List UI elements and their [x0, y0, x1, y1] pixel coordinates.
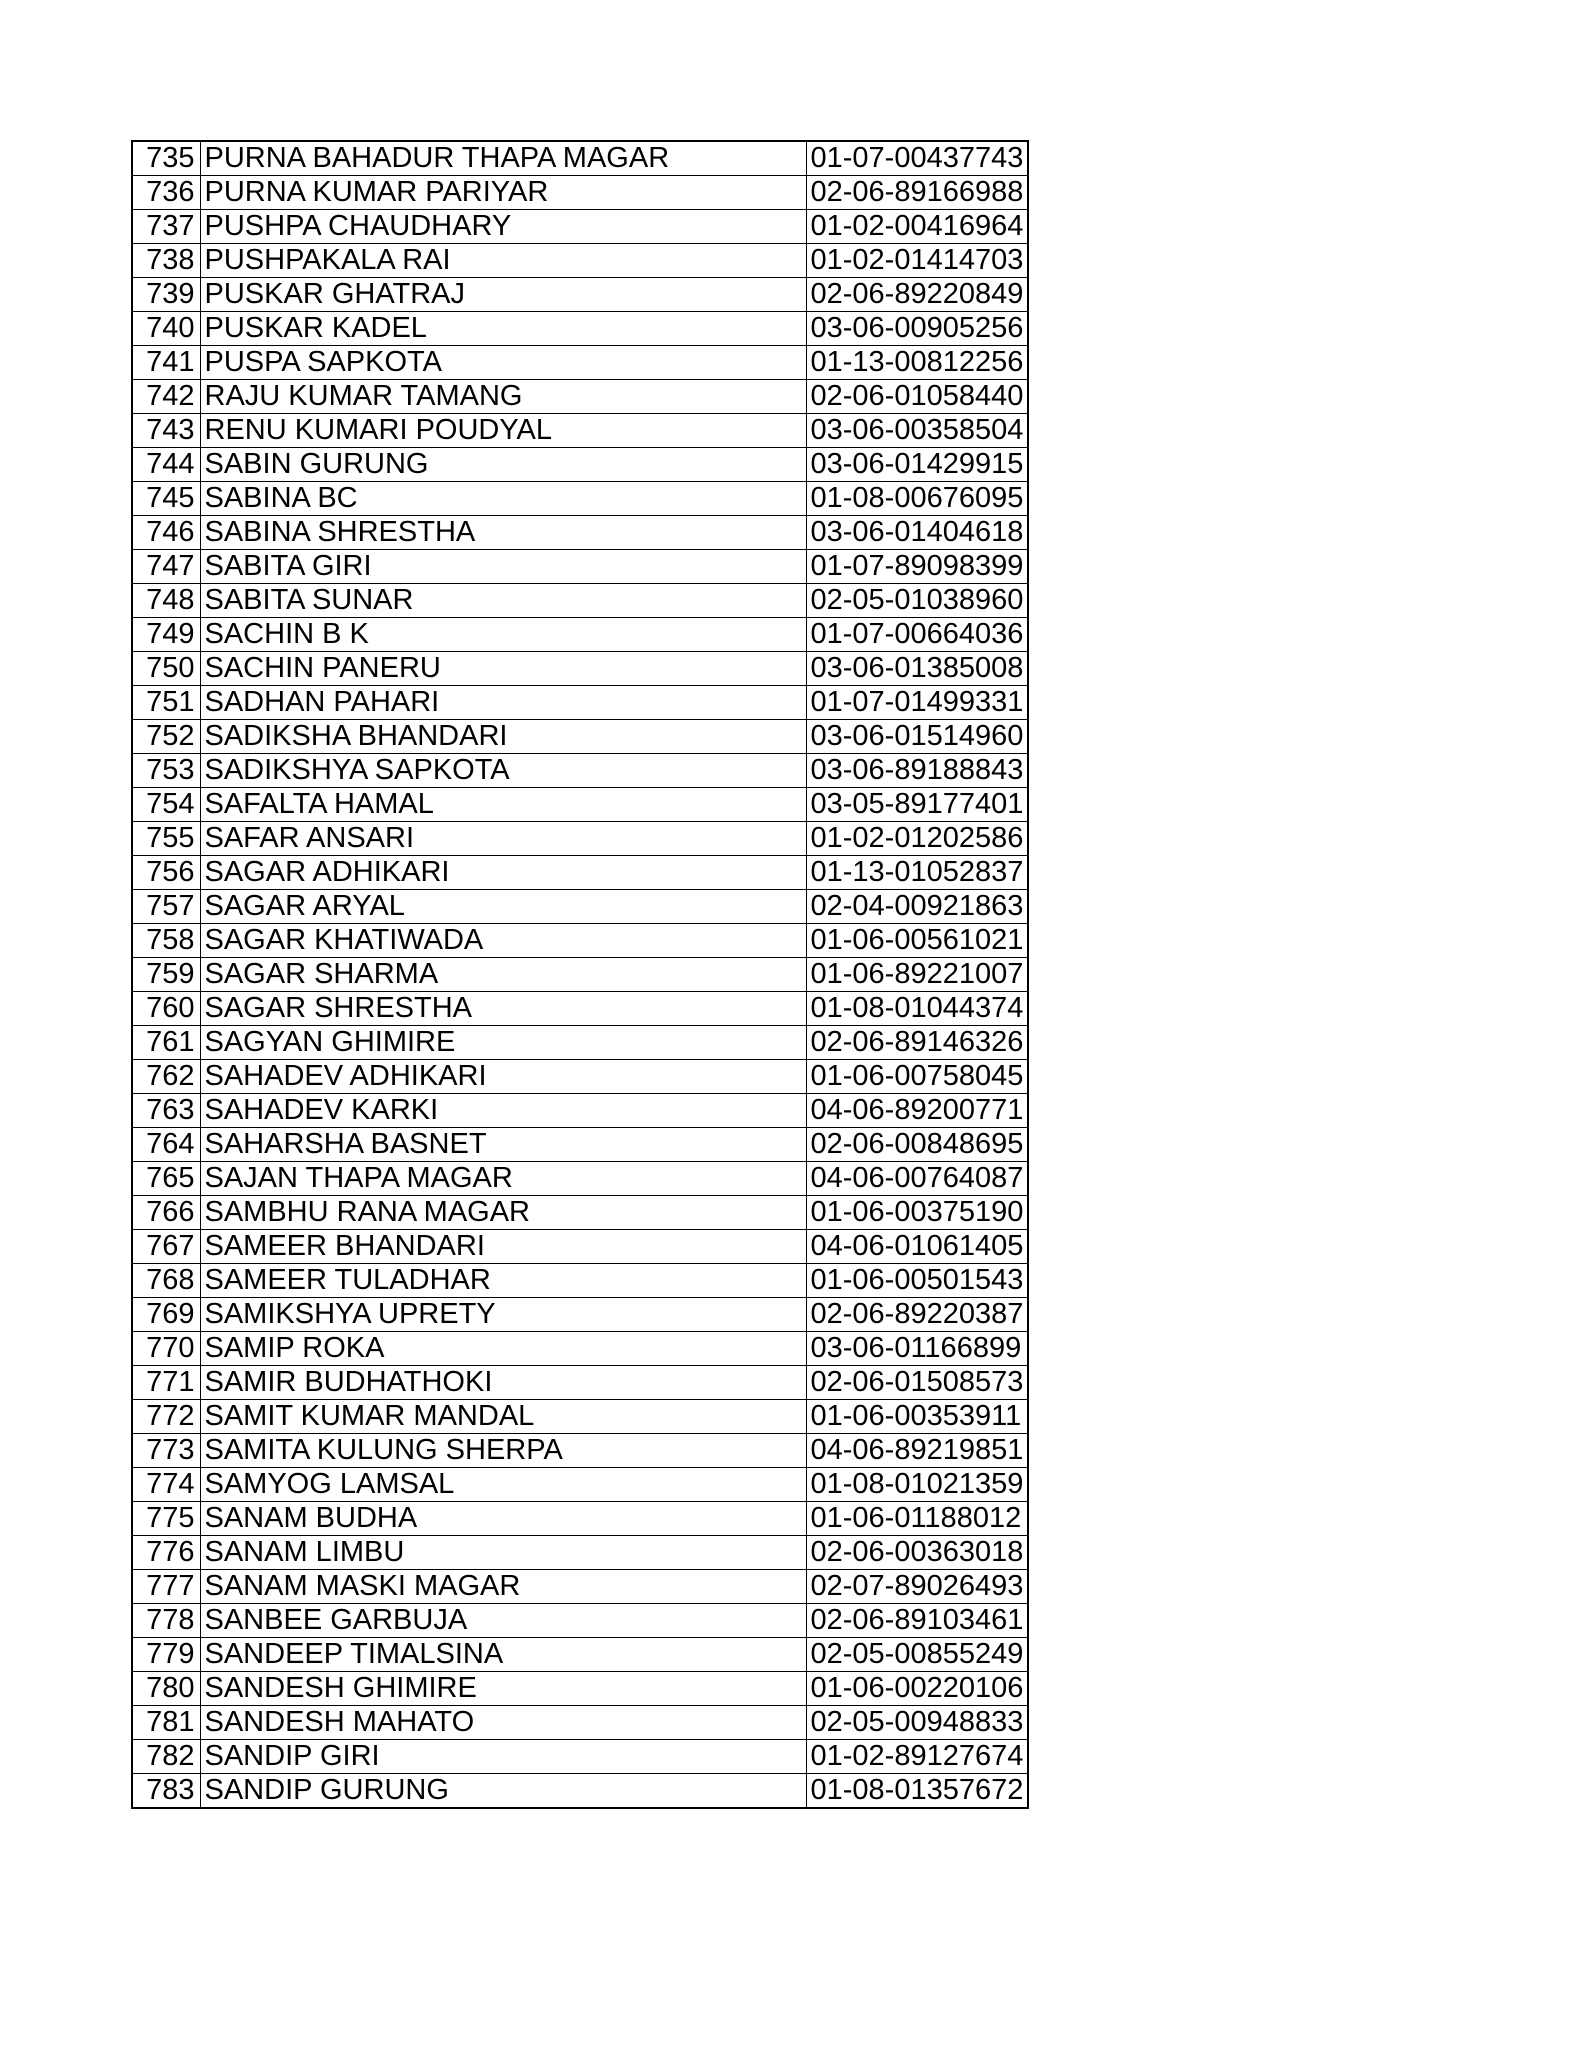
- serial-number-cell: 775: [132, 1502, 200, 1536]
- registration-number-cell: 01-06-00220106: [806, 1672, 1028, 1706]
- name-cell: PUSPA SAPKOTA: [200, 346, 806, 380]
- registration-number-cell: 01-02-89127674: [806, 1740, 1028, 1774]
- name-cell: SAGAR ADHIKARI: [200, 856, 806, 890]
- registration-number-cell: 02-06-00848695: [806, 1128, 1028, 1162]
- serial-number-cell: 765: [132, 1162, 200, 1196]
- table-row: [132, 1468, 1028, 1502]
- serial-number-cell: 740: [132, 312, 200, 346]
- table-row: [132, 584, 1028, 618]
- serial-number-cell: 751: [132, 686, 200, 720]
- serial-number-cell: 773: [132, 1434, 200, 1468]
- name-cell: SAJAN THAPA MAGAR: [200, 1162, 806, 1196]
- table-row: [132, 992, 1028, 1026]
- serial-number-cell: 770: [132, 1332, 200, 1366]
- registration-number-cell: 01-06-89221007: [806, 958, 1028, 992]
- registration-number-cell: 03-06-01385008: [806, 652, 1028, 686]
- table-row: [132, 1400, 1028, 1434]
- name-cell: SANAM LIMBU: [200, 1536, 806, 1570]
- serial-number-cell: 748: [132, 584, 200, 618]
- registration-number-cell: 02-06-01508573: [806, 1366, 1028, 1400]
- table-row: [132, 346, 1028, 380]
- registration-number-cell: 01-06-01188012: [806, 1502, 1028, 1536]
- registration-number-cell: 02-07-89026493: [806, 1570, 1028, 1604]
- registration-number-cell: 02-06-89166988: [806, 176, 1028, 210]
- registration-number-cell: 03-06-01166899: [806, 1332, 1028, 1366]
- serial-number-cell: 757: [132, 890, 200, 924]
- table-row: [132, 141, 1028, 176]
- name-cell: SANBEE GARBUJA: [200, 1604, 806, 1638]
- table-row: [132, 1060, 1028, 1094]
- registration-number-cell: 02-06-00363018: [806, 1536, 1028, 1570]
- name-cell: PUSKAR KADEL: [200, 312, 806, 346]
- name-cell: RAJU KUMAR TAMANG: [200, 380, 806, 414]
- name-cell: SAMIKSHYA UPRETY: [200, 1298, 806, 1332]
- table-row: [132, 856, 1028, 890]
- table-row: [132, 1570, 1028, 1604]
- serial-number-cell: 769: [132, 1298, 200, 1332]
- table-row: [132, 176, 1028, 210]
- name-cell: SAHADEV KARKI: [200, 1094, 806, 1128]
- table-row: [132, 1298, 1028, 1332]
- table-row: [132, 550, 1028, 584]
- table-row: [132, 244, 1028, 278]
- table-row: [132, 754, 1028, 788]
- table-row: [132, 1026, 1028, 1060]
- table-row: [132, 380, 1028, 414]
- serial-number-cell: 742: [132, 380, 200, 414]
- name-cell: SAGAR SHARMA: [200, 958, 806, 992]
- name-cell: SANDESH GHIMIRE: [200, 1672, 806, 1706]
- name-cell: SAGYAN GHIMIRE: [200, 1026, 806, 1060]
- name-cell: SAFALTA HAMAL: [200, 788, 806, 822]
- registration-number-cell: 01-08-01021359: [806, 1468, 1028, 1502]
- serial-number-cell: 753: [132, 754, 200, 788]
- table-row: [132, 1264, 1028, 1298]
- name-cell: SACHIN B K: [200, 618, 806, 652]
- name-cell: SAMYOG LAMSAL: [200, 1468, 806, 1502]
- registration-number-cell: 03-06-00358504: [806, 414, 1028, 448]
- name-cell: SANDIP GIRI: [200, 1740, 806, 1774]
- serial-number-cell: 778: [132, 1604, 200, 1638]
- registration-number-cell: 04-06-00764087: [806, 1162, 1028, 1196]
- name-cell: RENU KUMARI POUDYAL: [200, 414, 806, 448]
- name-cell: SABINA SHRESTHA: [200, 516, 806, 550]
- registration-number-cell: 01-06-00353911: [806, 1400, 1028, 1434]
- serial-number-cell: 772: [132, 1400, 200, 1434]
- table-row: [132, 890, 1028, 924]
- table-row: [132, 448, 1028, 482]
- registration-number-cell: 01-13-01052837: [806, 856, 1028, 890]
- serial-number-cell: 767: [132, 1230, 200, 1264]
- table-row: [132, 924, 1028, 958]
- table-row: [132, 1740, 1028, 1774]
- table-body: [132, 141, 1028, 1808]
- name-cell: SAHADEV ADHIKARI: [200, 1060, 806, 1094]
- name-cell: SABITA GIRI: [200, 550, 806, 584]
- registration-number-cell: 01-07-01499331: [806, 686, 1028, 720]
- table-row: [132, 618, 1028, 652]
- serial-number-cell: 762: [132, 1060, 200, 1094]
- name-cell: SAMITA KULUNG SHERPA: [200, 1434, 806, 1468]
- name-cell: SABIN GURUNG: [200, 448, 806, 482]
- name-cell: SAMBHU RANA MAGAR: [200, 1196, 806, 1230]
- name-cell: SAMIT KUMAR MANDAL: [200, 1400, 806, 1434]
- table-row: [132, 1128, 1028, 1162]
- table-row: [132, 1536, 1028, 1570]
- serial-number-cell: 739: [132, 278, 200, 312]
- registration-number-cell: 04-06-01061405: [806, 1230, 1028, 1264]
- serial-number-cell: 761: [132, 1026, 200, 1060]
- serial-number-cell: 750: [132, 652, 200, 686]
- serial-number-cell: 743: [132, 414, 200, 448]
- serial-number-cell: 741: [132, 346, 200, 380]
- serial-number-cell: 759: [132, 958, 200, 992]
- table-row: [132, 720, 1028, 754]
- table-row: [132, 1706, 1028, 1740]
- registration-number-cell: 02-05-01038960: [806, 584, 1028, 618]
- serial-number-cell: 782: [132, 1740, 200, 1774]
- table-row: [132, 312, 1028, 346]
- table-row: [132, 958, 1028, 992]
- serial-number-cell: 737: [132, 210, 200, 244]
- name-cell: SANDESH MAHATO: [200, 1706, 806, 1740]
- table-row: [132, 1230, 1028, 1264]
- registration-number-cell: 04-06-89219851: [806, 1434, 1028, 1468]
- serial-number-cell: 783: [132, 1774, 200, 1809]
- name-list-table: [131, 140, 1029, 1809]
- table-row: [132, 1162, 1028, 1196]
- serial-number-cell: 766: [132, 1196, 200, 1230]
- table-row: [132, 1332, 1028, 1366]
- registration-number-cell: 02-06-89146326: [806, 1026, 1028, 1060]
- serial-number-cell: 776: [132, 1536, 200, 1570]
- name-cell: PURNA BAHADUR THAPA MAGAR: [200, 141, 806, 176]
- serial-number-cell: 745: [132, 482, 200, 516]
- registration-number-cell: 04-06-89200771: [806, 1094, 1028, 1128]
- serial-number-cell: 754: [132, 788, 200, 822]
- registration-number-cell: 03-06-01404618: [806, 516, 1028, 550]
- registration-number-cell: 02-04-00921863: [806, 890, 1028, 924]
- serial-number-cell: 735: [132, 141, 200, 176]
- name-cell: PUSKAR GHATRAJ: [200, 278, 806, 312]
- registration-number-cell: 01-08-00676095: [806, 482, 1028, 516]
- registration-number-cell: 01-06-00561021: [806, 924, 1028, 958]
- table-row: [132, 414, 1028, 448]
- serial-number-cell: 758: [132, 924, 200, 958]
- registration-number-cell: 01-06-00758045: [806, 1060, 1028, 1094]
- registration-number-cell: 02-06-01058440: [806, 380, 1028, 414]
- name-cell: SADIKSHA BHANDARI: [200, 720, 806, 754]
- name-cell: SABITA SUNAR: [200, 584, 806, 618]
- table-row: [132, 1774, 1028, 1809]
- table-row: [132, 482, 1028, 516]
- serial-number-cell: 779: [132, 1638, 200, 1672]
- table-row: [132, 210, 1028, 244]
- table-row: [132, 1366, 1028, 1400]
- registration-number-cell: 01-06-00501543: [806, 1264, 1028, 1298]
- registration-number-cell: 01-07-00664036: [806, 618, 1028, 652]
- serial-number-cell: 738: [132, 244, 200, 278]
- name-cell: SADIKSHYA SAPKOTA: [200, 754, 806, 788]
- name-cell: SAGAR ARYAL: [200, 890, 806, 924]
- name-cell: PUSHPA CHAUDHARY: [200, 210, 806, 244]
- serial-number-cell: 771: [132, 1366, 200, 1400]
- table-row: [132, 516, 1028, 550]
- serial-number-cell: 780: [132, 1672, 200, 1706]
- registration-number-cell: 01-02-01202586: [806, 822, 1028, 856]
- serial-number-cell: 746: [132, 516, 200, 550]
- serial-number-cell: 752: [132, 720, 200, 754]
- serial-number-cell: 764: [132, 1128, 200, 1162]
- registration-number-cell: 01-07-00437743: [806, 141, 1028, 176]
- name-cell: PURNA KUMAR PARIYAR: [200, 176, 806, 210]
- registration-number-cell: 03-06-00905256: [806, 312, 1028, 346]
- registration-number-cell: 03-06-01429915: [806, 448, 1028, 482]
- serial-number-cell: 774: [132, 1468, 200, 1502]
- serial-number-cell: 755: [132, 822, 200, 856]
- serial-number-cell: 749: [132, 618, 200, 652]
- registration-number-cell: 03-06-01514960: [806, 720, 1028, 754]
- serial-number-cell: 744: [132, 448, 200, 482]
- name-cell: SAGAR KHATIWADA: [200, 924, 806, 958]
- serial-number-cell: 736: [132, 176, 200, 210]
- serial-number-cell: 756: [132, 856, 200, 890]
- name-cell: SAMIR BUDHATHOKI: [200, 1366, 806, 1400]
- serial-number-cell: 781: [132, 1706, 200, 1740]
- table-row: [132, 1604, 1028, 1638]
- name-cell: SANDIP GURUNG: [200, 1774, 806, 1809]
- registration-number-cell: 03-05-89177401: [806, 788, 1028, 822]
- name-cell: SAHARSHA BASNET: [200, 1128, 806, 1162]
- registration-number-cell: 02-06-89220387: [806, 1298, 1028, 1332]
- name-cell: PUSHPAKALA RAI: [200, 244, 806, 278]
- serial-number-cell: 760: [132, 992, 200, 1026]
- name-cell: SACHIN PANERU: [200, 652, 806, 686]
- registration-number-cell: 01-02-01414703: [806, 244, 1028, 278]
- serial-number-cell: 763: [132, 1094, 200, 1128]
- serial-number-cell: 768: [132, 1264, 200, 1298]
- name-cell: SAMEER BHANDARI: [200, 1230, 806, 1264]
- registration-number-cell: 01-08-01044374: [806, 992, 1028, 1026]
- name-cell: SANAM BUDHA: [200, 1502, 806, 1536]
- table-row: [132, 1094, 1028, 1128]
- registration-number-cell: 02-06-89103461: [806, 1604, 1028, 1638]
- registration-number-cell: 01-13-00812256: [806, 346, 1028, 380]
- registration-number-cell: 01-02-00416964: [806, 210, 1028, 244]
- name-cell: SAFAR ANSARI: [200, 822, 806, 856]
- name-cell: SAMIP ROKA: [200, 1332, 806, 1366]
- name-cell: SANDEEP TIMALSINA: [200, 1638, 806, 1672]
- name-cell: SADHAN PAHARI: [200, 686, 806, 720]
- registration-number-cell: 01-07-89098399: [806, 550, 1028, 584]
- name-cell: SABINA BC: [200, 482, 806, 516]
- registration-number-cell: 02-06-89220849: [806, 278, 1028, 312]
- serial-number-cell: 747: [132, 550, 200, 584]
- table-row: [132, 1638, 1028, 1672]
- registration-number-cell: 01-06-00375190: [806, 1196, 1028, 1230]
- table-row: [132, 1502, 1028, 1536]
- table-row: [132, 1434, 1028, 1468]
- table-row: [132, 686, 1028, 720]
- table-row: [132, 652, 1028, 686]
- serial-number-cell: 777: [132, 1570, 200, 1604]
- registration-number-cell: 02-05-00855249: [806, 1638, 1028, 1672]
- registration-number-cell: 03-06-89188843: [806, 754, 1028, 788]
- name-cell: SANAM MASKI MAGAR: [200, 1570, 806, 1604]
- table-row: [132, 788, 1028, 822]
- table-row: [132, 1196, 1028, 1230]
- registration-number-cell: 01-08-01357672: [806, 1774, 1028, 1809]
- name-cell: SAMEER TULADHAR: [200, 1264, 806, 1298]
- registration-number-cell: 02-05-00948833: [806, 1706, 1028, 1740]
- table-row: [132, 278, 1028, 312]
- table-row: [132, 1672, 1028, 1706]
- table-row: [132, 822, 1028, 856]
- name-cell: SAGAR SHRESTHA: [200, 992, 806, 1026]
